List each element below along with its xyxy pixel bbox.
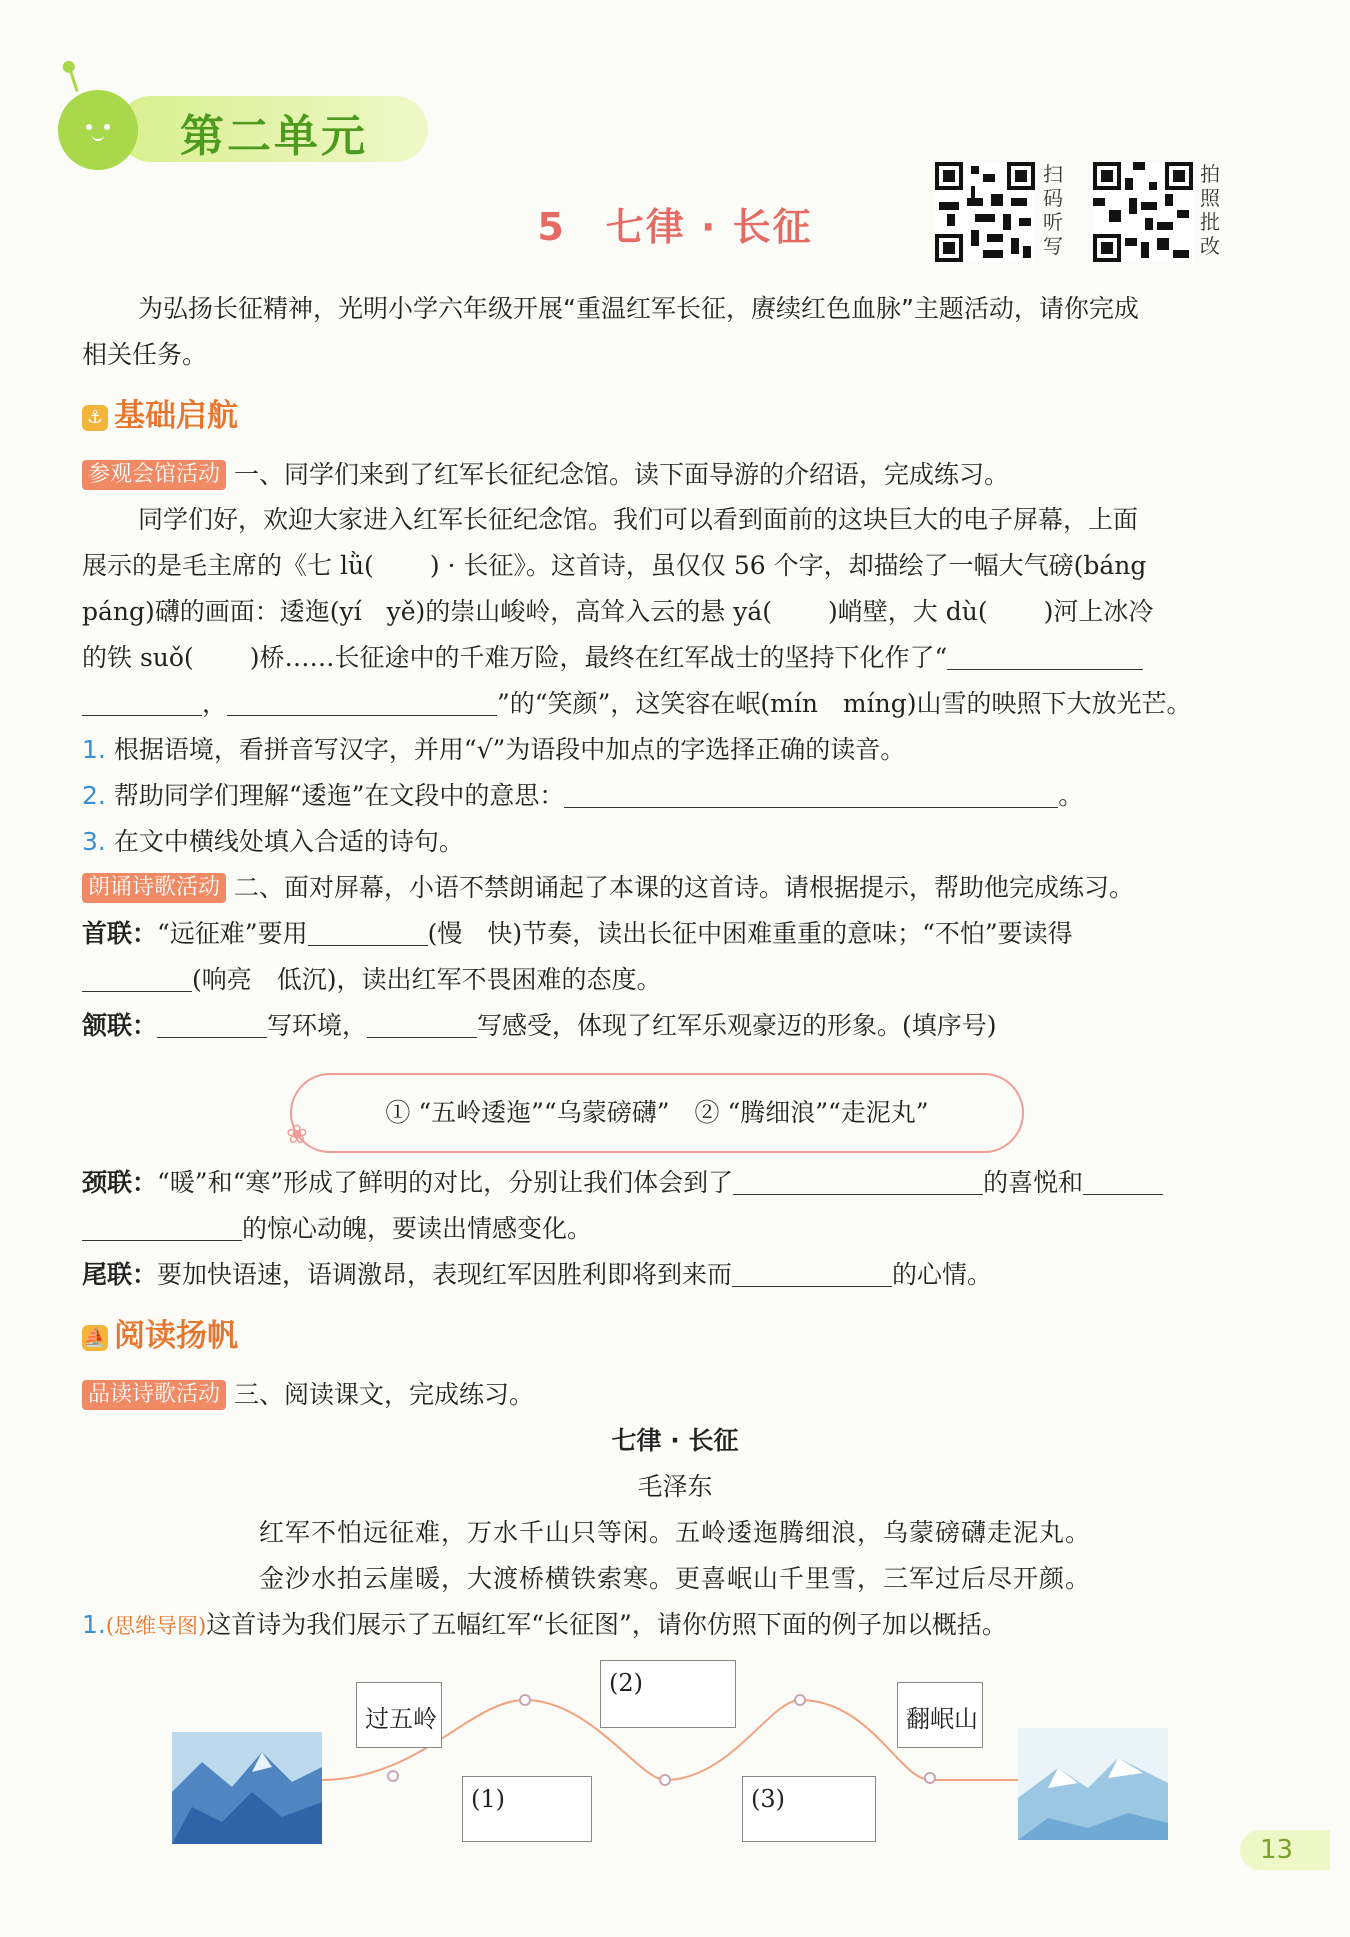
task2-weilian: 尾联：要加快语速，语调激昂，表现红军因胜利即将到来而 的心情。 (82, 1252, 992, 1298)
anchor-icon: ⚓ (82, 405, 108, 431)
intro-line-1: 为弘扬长征精神，光明小学六年级开展“重温红军长征，赓续红色血脉”主题活动，请你完成 (138, 294, 1139, 323)
task2-shoulian: 首联：“远征难”要用 (慢 快)节奏，读出长征中困难重重的意味；“不怕”要读得 (82, 911, 1073, 957)
task1-p2: 展示的是毛主席的《七 lǜ( ) · 长征》。这首诗，虽仅仅 56 个字，却描绘了一幅大气磅(báng (82, 551, 1147, 580)
mountain-image (172, 1732, 322, 1844)
answer-blank[interactable] (733, 1164, 983, 1195)
task2-shoulian-2: (响亮 低沉)，读出红军不畏困难的态度。 (82, 957, 662, 1003)
answer-blank[interactable] (82, 1210, 242, 1241)
task1-tag: 参观会馆活动 (82, 460, 226, 490)
task3-heading: 品读诗歌活动 三、阅读课文，完成练习。 (82, 1372, 534, 1418)
qr-code-icon[interactable] (1093, 162, 1193, 262)
task1-p5: ， ”的“笑颜”，这笑容在岷(mín míng)山雪的映照下大放光芒。 (82, 681, 1191, 727)
task1-p3: páng)礴的画面：逶迤(yí yě)的崇山峻岭，高耸入云的悬 yá( )峭壁，大 dù( )河上冰冷 (82, 597, 1154, 626)
mindmap-box-1[interactable]: (1) (462, 1776, 592, 1842)
sail-icon: ⛵ (82, 1325, 108, 1351)
task1-q2: 2. 帮助同学们理解“逶迤”在文段中的意思： 。 (82, 773, 1083, 819)
task3-q1: 1.(思维导图)这首诗为我们展示了五幅红军“长征图”，请你仿照下面的例子加以概括。 (82, 1610, 1007, 1639)
task2-tag: 朗诵诗歌活动 (82, 873, 226, 903)
answer-blank[interactable] (308, 915, 428, 946)
answer-blank[interactable] (564, 777, 1058, 808)
answer-blank[interactable] (82, 961, 192, 992)
mind-map (170, 1660, 1180, 1850)
qr-code-icon[interactable] (935, 162, 1035, 262)
unit-banner (58, 90, 430, 168)
poem-line-2: 金沙水拍云崖暖，大渡桥横铁索寒。更喜岷山千里雪，三军过后尽开颜。 (258, 1564, 1091, 1593)
snow-mountain-image (1018, 1728, 1168, 1840)
poem-line-1: 红军不怕远征难，万水千山只等闲。五岭逶迤腾细浪，乌蒙磅礴走泥丸。 (258, 1518, 1091, 1547)
answer-blank[interactable] (732, 1256, 892, 1287)
unit-title: 第二单元 (180, 111, 368, 162)
mindmap-box-3[interactable]: (3) (742, 1776, 876, 1842)
task1-p4: 的铁 suǒ( )桥……长征途中的千难万险，最终在红军战士的坚持下化作了“ (82, 635, 1143, 681)
task2-heading: 朗诵诗歌活动 二、面对屏幕，小语不禁朗诵起了本课的这首诗。请根据提示，帮助他完成练习。 (82, 865, 1134, 911)
answer-blank[interactable] (82, 685, 202, 716)
paw-icon: ❀ (286, 1120, 308, 1150)
poem-author: 毛泽东 (637, 1472, 713, 1501)
page-number: 13 (1240, 1830, 1330, 1870)
section-basics: ⚓ 基础启航 (82, 390, 238, 435)
answer-blank[interactable] (367, 1007, 477, 1038)
task1-q3: 3. 在文中横线处填入合适的诗句。 (82, 827, 464, 856)
task2-jinglian: 颈联：“暖”和“寒”形成了鲜明的对比，分别让我们体会到了 的喜悦和 (82, 1160, 1163, 1206)
answer-blank[interactable] (1083, 1164, 1163, 1195)
task1-heading: 参观会馆活动 一、同学们来到了红军长征纪念馆。读下面导游的介绍语，完成练习。 (82, 452, 1009, 498)
task3-tag: 品读诗歌活动 (82, 1380, 226, 1410)
section-reading: ⛵ 阅读扬帆 (83, 1318, 238, 1354)
qr-scan-label: 扫 码 听 写 (1043, 162, 1063, 258)
task1-q1: 1. 根据语境，看拼音写汉字，并用“√”为语段中加点的字选择正确的读音。 (82, 735, 906, 764)
intro-line-2: 相关任务。 (82, 340, 208, 369)
lesson-title: 5 七律 · 长征 (537, 205, 813, 249)
poem-title: 七律 · 长征 (611, 1426, 739, 1455)
answer-blank[interactable] (947, 639, 1143, 670)
task2-hanlian: 颔联： 写环境， 写感受，体现了红军乐观豪迈的形象。(填序号) (82, 1003, 997, 1049)
answer-blank[interactable] (157, 1007, 267, 1038)
task2-jinglian-2: 的惊心动魄，要读出情感变化。 (82, 1206, 592, 1252)
hint-box: ① “五岭逶迤”“乌蒙磅礴” ② “腾细浪”“走泥丸” (290, 1073, 1024, 1153)
mindmap-end-box: 翻岷山 (897, 1682, 983, 1748)
task1-p1: 同学们好，欢迎大家进入红军长征纪念馆。我们可以看到面前的这块巨大的电子屏幕，上面 (138, 505, 1139, 534)
mindmap-box-2[interactable]: (2) (600, 1660, 736, 1728)
qr-photo-label: 拍 照 批 改 (1200, 162, 1220, 258)
mascot-icon (58, 90, 138, 170)
mindmap-start-box: 过五岭 (356, 1682, 442, 1748)
answer-blank[interactable] (227, 685, 497, 716)
